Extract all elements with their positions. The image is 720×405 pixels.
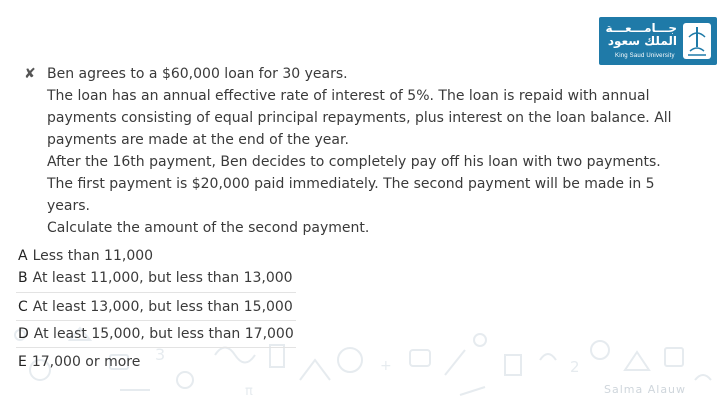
svg-text:π: π bbox=[245, 384, 253, 399]
king-saud-university-logo bbox=[599, 17, 717, 65]
question-line: payments consisting of equal principal repayments, plus interest on the loan balance. All bbox=[47, 110, 672, 126]
watermark: Salma Alauw bbox=[604, 383, 687, 396]
question-line: Calculate the amount of the second payment. bbox=[47, 220, 370, 236]
option-letter: D bbox=[18, 326, 29, 342]
svg-text:2: 2 bbox=[570, 358, 580, 376]
option-e[interactable] bbox=[18, 354, 140, 370]
option-letter: A bbox=[18, 248, 28, 264]
option-text: At least 15,000, but less than 17,000 bbox=[33, 326, 294, 342]
logo-english-name: King Saud University bbox=[615, 53, 675, 59]
option-b[interactable] bbox=[18, 270, 293, 286]
option-text: 17,000 or more bbox=[31, 354, 141, 370]
divider bbox=[16, 292, 296, 293]
question-line: payments are made at the end of the year. bbox=[47, 132, 349, 148]
option-c[interactable] bbox=[18, 299, 293, 315]
divider bbox=[16, 347, 296, 348]
cross-bullet-icon: ✘ bbox=[24, 66, 36, 82]
question-line: The loan has an annual effective rate of interest of 5%. The loan is repaid with annual bbox=[47, 88, 650, 104]
question-line: years. bbox=[47, 198, 90, 214]
option-letter: C bbox=[18, 299, 28, 315]
question-line: Ben agrees to a $60,000 loan for 30 years. bbox=[47, 66, 348, 82]
logo-arabic-line1: جـــامـــعـــة bbox=[605, 21, 677, 35]
svg-text:+: + bbox=[380, 358, 392, 374]
logo-arabic-line2: الملك سعود bbox=[607, 34, 677, 48]
svg-text:3: 3 bbox=[155, 345, 166, 364]
divider bbox=[16, 320, 296, 321]
option-text: Less than 11,000 bbox=[32, 248, 154, 264]
option-text: At least 13,000, but less than 15,000 bbox=[32, 299, 293, 315]
option-letter: B bbox=[18, 270, 28, 286]
option-a[interactable] bbox=[18, 248, 153, 264]
option-letter: E bbox=[18, 354, 27, 370]
option-text: At least 11,000, but less than 13,000 bbox=[32, 270, 293, 286]
question-line: The first payment is $20,000 paid immediately. The second payment will be made in 5 bbox=[47, 176, 655, 192]
question-line: After the 16th payment, Ben decides to completely pay off his loan with two payments. bbox=[47, 154, 661, 170]
option-d[interactable] bbox=[18, 326, 294, 342]
emblem-icon bbox=[683, 23, 711, 59]
